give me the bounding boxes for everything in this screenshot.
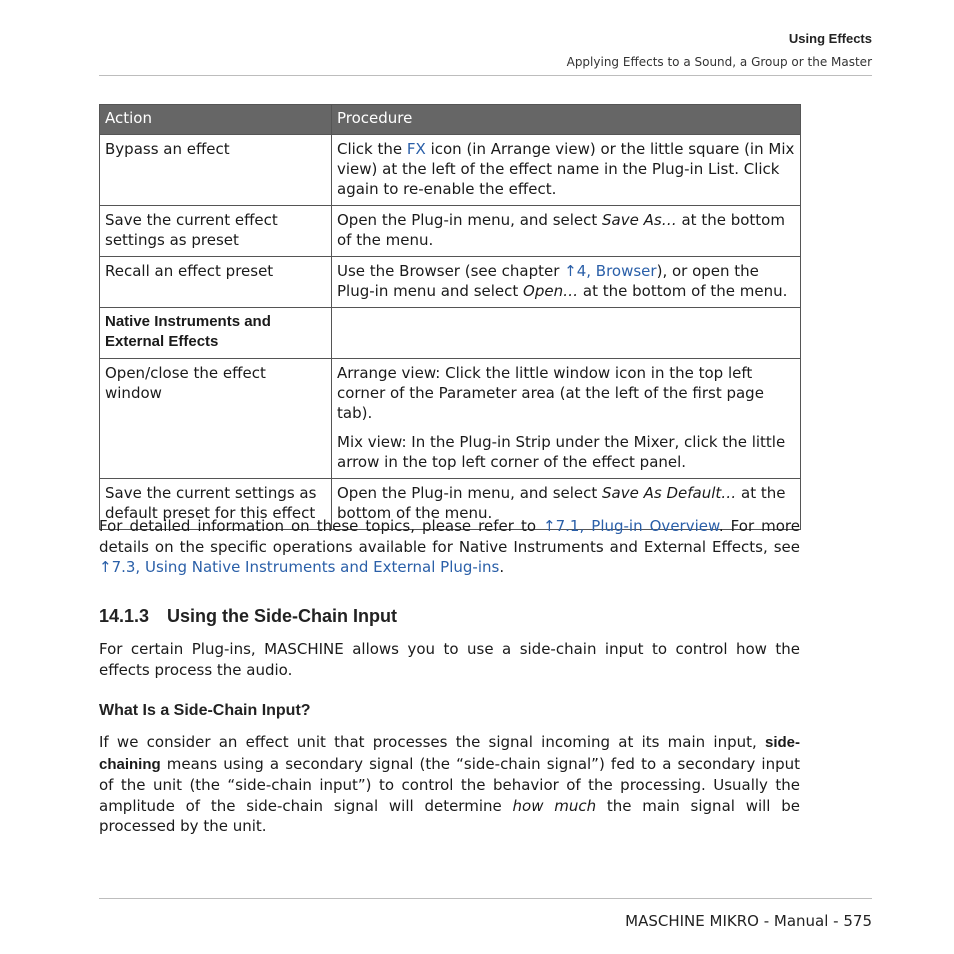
action-cell: Recall an effect preset — [100, 257, 332, 308]
procedure-text: Open the Plug-in menu, and select — [337, 211, 603, 229]
paragraph-text: . For more details on the specific operations available for Native Instruments and External Effects, see — [99, 517, 800, 556]
cross-reference-arrow-icon[interactable]: ↑ — [99, 558, 112, 576]
table-row — [100, 257, 801, 308]
fx-link[interactable]: FX — [406, 140, 426, 158]
column-header-procedure: Procedure — [332, 105, 801, 135]
page-footer: MASCHINE MIKRO - Manual - 575 — [625, 912, 872, 930]
bold-term: side-chaining — [99, 734, 800, 773]
native-instruments-plugins-link[interactable]: 7.3, Using Native Instruments and External Plug-ins — [111, 558, 500, 576]
section-number: 14.1.3 — [99, 606, 150, 626]
action-cell: Save the current settings as default preset for this effect — [100, 479, 332, 530]
running-header-title: Using Effects — [788, 31, 872, 46]
cross-reference-arrow-icon[interactable]: ↑ — [564, 262, 577, 280]
menu-item-reference: Save As… — [602, 211, 677, 229]
procedure-text: icon (in Arrange view) or the little square (in Mix view) at the left of the effect name in the Plug-in List. Click again to re-enable the effect. — [337, 140, 795, 198]
paragraph-text: . — [499, 558, 505, 576]
action-cell: Bypass an effect — [100, 135, 332, 206]
procedure-paragraph: Arrange view: Click the little window icon in the top left corner of the Parameter area (at the left of the first page tab). — [337, 364, 764, 422]
procedure-text: Open the Plug-in menu, and select — [337, 484, 603, 502]
definition-paragraph — [99, 732, 800, 837]
procedure-cell — [332, 206, 801, 257]
procedure-text: at the bottom of the menu. — [578, 282, 788, 300]
browser-chapter-link[interactable]: 4, Browser — [576, 262, 657, 280]
cross-reference-arrow-icon[interactable]: ↑ — [543, 517, 556, 535]
action-cell: Open/close the effect window — [100, 359, 332, 479]
section-heading — [99, 606, 397, 627]
paragraph-text: For detailed information on these topics, please refer to — [99, 517, 544, 535]
procedure-text: Use the Browser (see chapter — [337, 262, 565, 280]
reference-paragraph — [99, 516, 800, 578]
subheading: What Is a Side-Chain Input? — [99, 702, 311, 719]
menu-item-reference: Save As Default… — [602, 484, 737, 502]
paragraph-text: the main signal will be processed by the unit. — [99, 796, 801, 835]
running-header-subtitle: Applying Effects to a Sound, a Group or the Master — [566, 55, 872, 69]
table-row — [100, 359, 801, 479]
procedure-cell — [332, 359, 801, 479]
paragraph-text: If we consider an effect unit that processes the signal incoming at its main input, — [99, 733, 765, 751]
section-title: Using the Side-Chain Input — [167, 606, 397, 626]
procedure-cell — [332, 257, 801, 308]
column-header-action: Action — [100, 105, 332, 135]
procedure-paragraph: Mix view: In the Plug-in Strip under the Mixer, click the little arrow in the top left corner of the effect panel. — [337, 433, 786, 471]
table-row — [100, 135, 801, 206]
procedure-cell — [332, 135, 801, 206]
section-label-cell: Native Instruments and External Effects — [100, 308, 332, 359]
procedure-text: Click the — [337, 140, 407, 158]
italic-emphasis: how much — [512, 796, 597, 815]
plugin-overview-link[interactable]: 7.1, Plug-in Overview — [555, 517, 719, 535]
intro-paragraph: For certain Plug-ins, MASCHINE allows you to use a side-chain input to control how the effects process the audio. — [99, 640, 800, 679]
paragraph-text: means using a secondary signal (the “side-chain signal”) fed to a secondary input of the unit (the “side-chain input”) to control the behavior of the processing. Usually the amplitude of the side-chain signal will determine — [99, 754, 800, 815]
table-header-row — [100, 105, 801, 135]
action-cell: Save the current effect settings as preset — [100, 206, 332, 257]
empty-cell — [332, 308, 801, 359]
procedure-text: ), or open the Plug-in menu and select — [337, 262, 759, 300]
header-rule — [99, 75, 872, 76]
menu-item-reference: Open… — [523, 282, 579, 300]
table-row — [100, 206, 801, 257]
effects-actions-table — [99, 104, 801, 530]
table-section-row — [100, 308, 801, 359]
footer-rule — [99, 898, 872, 899]
procedure-text: at the bottom of the menu. — [337, 484, 786, 522]
procedure-text: at the bottom of the menu. — [337, 211, 785, 249]
